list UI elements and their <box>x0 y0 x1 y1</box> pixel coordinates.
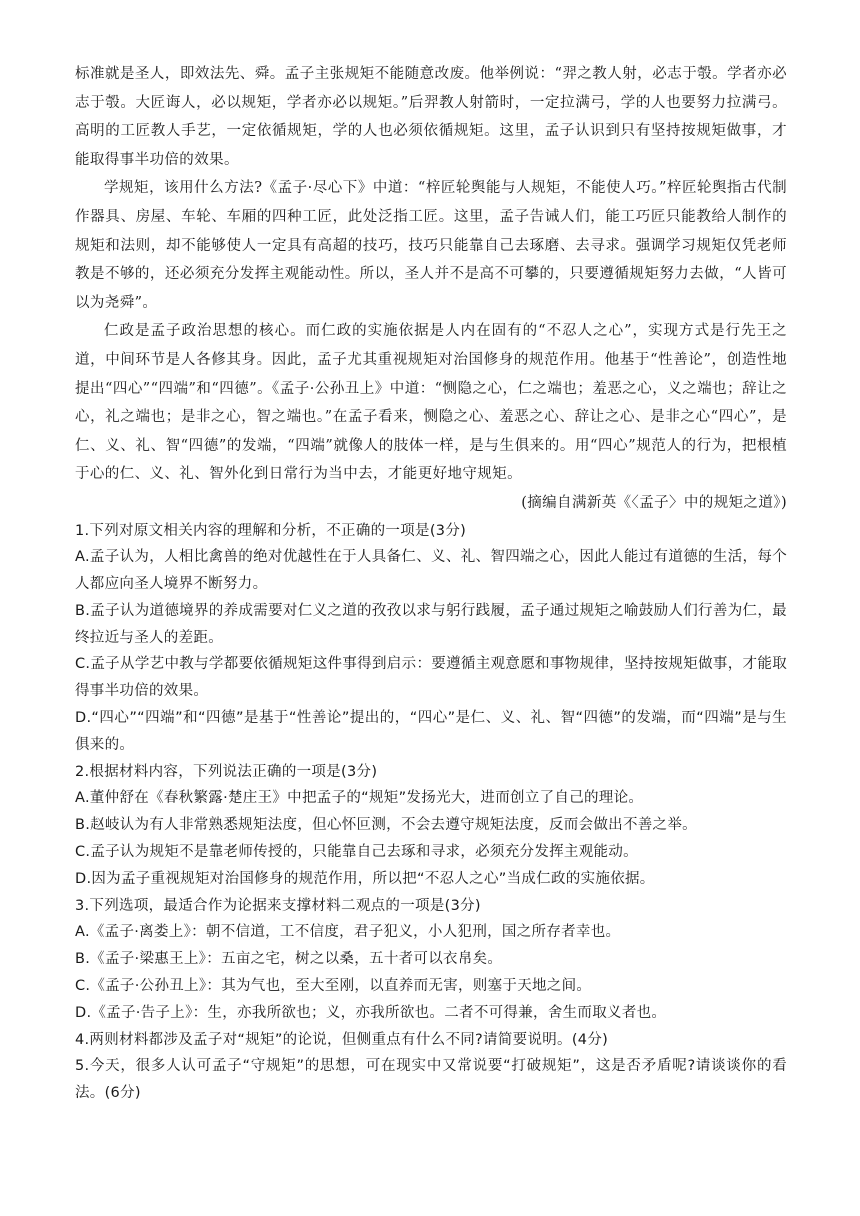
option-a: A.孟子认为，人相比禽兽的绝对优越性在于人具备仁、义、礼、智四端之心，因此人能过有道德的生活，每个人都应向圣人境界不断努力。 <box>75 549 787 593</box>
option-a: A.《孟子·离娄上》：朝不信道，工不信度，君子犯义，小人犯刑，国之所存者幸也。 <box>75 924 621 941</box>
passage-source: (摘编自满新英《〈孟子〉中的规矩之道》) <box>521 494 787 511</box>
passage-paragraph: 仁政是孟子政治思想的核心。而仁政的实施依据是人内在固有的“不忍人之心”，实现方式是行先王之道，中间环节是人各修其身。因此，孟子尤其重视规矩对治国修身的规范作用。他基于“性善论”，创造性地提出“四心”“四端”和“四德”。《孟子·公孙丑上》中道：“恻隐之心，仁之端也；羞恶之心，义之端也；辞让之心，礼之端也；是非之心，智之端也。”在孟子看来，恻隐之心、羞恶之心、辞让之心、是非之心“四心”，是仁、义、礼、智“四德”的发端，“四端”就像人的肢体一样，是与生俱来的。用“四心”规范人的行为，把根植于心的仁、义、礼、智外化到日常行为当中去，才能更好地守规矩。 <box>75 323 787 483</box>
question-stem: 5.今天，很多人认可孟子“守规矩”的思想，可在现实中又常说要“打破规矩”，这是否矛盾呢?请谈谈你的看法。(6分) <box>75 1058 787 1102</box>
question-5 <box>75 1053 787 1107</box>
option-c: C.孟子从学艺中教与学都要依循规矩这件事得到启示：要遵循主观意愿和事物规律，坚持按规矩做事，才能取得事半功倍的效果。 <box>75 656 787 700</box>
question-stem: 1.下列对原文相关内容的理解和分析，不正确的一项是(3分) <box>75 522 467 539</box>
option-d: D.《孟子·告子上》：生，亦我所欲也；义，亦我所欲也。二者不可得兼，舍生而取义者也。 <box>75 1004 667 1021</box>
question-stem: 2.根据材料内容，下列说法正确的一项是(3分) <box>75 763 378 780</box>
option-a: A.董仲舒在《春秋繁露·楚庄王》中把孟子的“规矩”发扬光大，进而创立了自己的理论。 <box>75 790 644 807</box>
option-d: D.“四心”“四端”和“四德”是基于“性善论”提出的，“四心”是仁、义、礼、智“四德”的发端，而“四端”是与生俱来的。 <box>75 710 787 753</box>
question-stem: 3.下列选项，最适合作为论据来支撑材料二观点的一项是(3分) <box>75 897 481 914</box>
passage-paragraph: 学规矩，该用什么方法?《孟子·尽心下》中道：“梓匠轮舆能与人规矩，不能使人巧。”梓匠轮舆指古代制作器具、房屋、车轮、车厢的四种工匠，此处泛指工匠。这里，孟子告诫人们，能工巧匠只能教给人制作的规矩和法则，却不能够使人一定具有高超的技巧，技巧只能靠自己去琢磨、去寻求。强调学习规矩仅凭老师教是不够的，还必须充分发挥主观能动性。所以，圣人并不是高不可攀的，只要遵循规矩努力去做，“人皆可以为尧舜”。 <box>75 180 787 311</box>
question-list <box>75 518 787 1108</box>
reading-passage <box>75 60 787 489</box>
option-b: B.《孟子·梁惠王上》：五亩之宅，树之以桑，五十者可以衣帛矣。 <box>75 951 503 968</box>
option-d: D.因为孟子重视规矩对治国修身的规范作用，所以把“不忍人之心”当成仁政的实施依据。 <box>75 870 655 887</box>
option-c: C.《孟子·公孙丑上》：其为气也，至大至刚，以直养而无害，则塞于天地之间。 <box>75 978 592 995</box>
exam-page <box>75 60 787 1107</box>
option-b: B.孟子认为道德境界的养成需要对仁义之道的孜孜以求与躬行践履，孟子通过规矩之喻鼓励人们行善为仁，最终拉近与圣人的差距。 <box>75 602 787 646</box>
question-2 <box>75 759 787 893</box>
question-stem: 4.两则材料都涉及孟子对“规矩”的论说，但侧重点有什么不同?请简要说明。(4分) <box>75 1031 609 1048</box>
passage-paragraph: 标准就是圣人，即效法先、舜。孟子主张规矩不能随意改废。他举例说：“羿之教人射，必志于彀。学者亦必志于彀。大匠诲人，必以规矩，学者亦必以规矩。”后羿教人射箭时，一定拉满弓，学的人也要努力拉满弓。高明的工匠教人手艺，一定依循规矩，学的人也必须依循规矩。这里，孟子认识到只有坚持按规矩做事，才能取得事半功倍的效果。 <box>75 66 787 168</box>
question-1 <box>75 518 787 759</box>
question-4 <box>75 1027 787 1054</box>
option-c: C.孟子认为规矩不是靠老师传授的，只能靠自己去琢和寻求，必须充分发挥主观能动。 <box>75 844 638 861</box>
question-3 <box>75 893 787 1027</box>
option-b: B.赵岐认为有人非常熟悉规矩法度，但心怀叵测，不会去遵守规矩法度，反而会做出不善之举。 <box>75 817 697 834</box>
